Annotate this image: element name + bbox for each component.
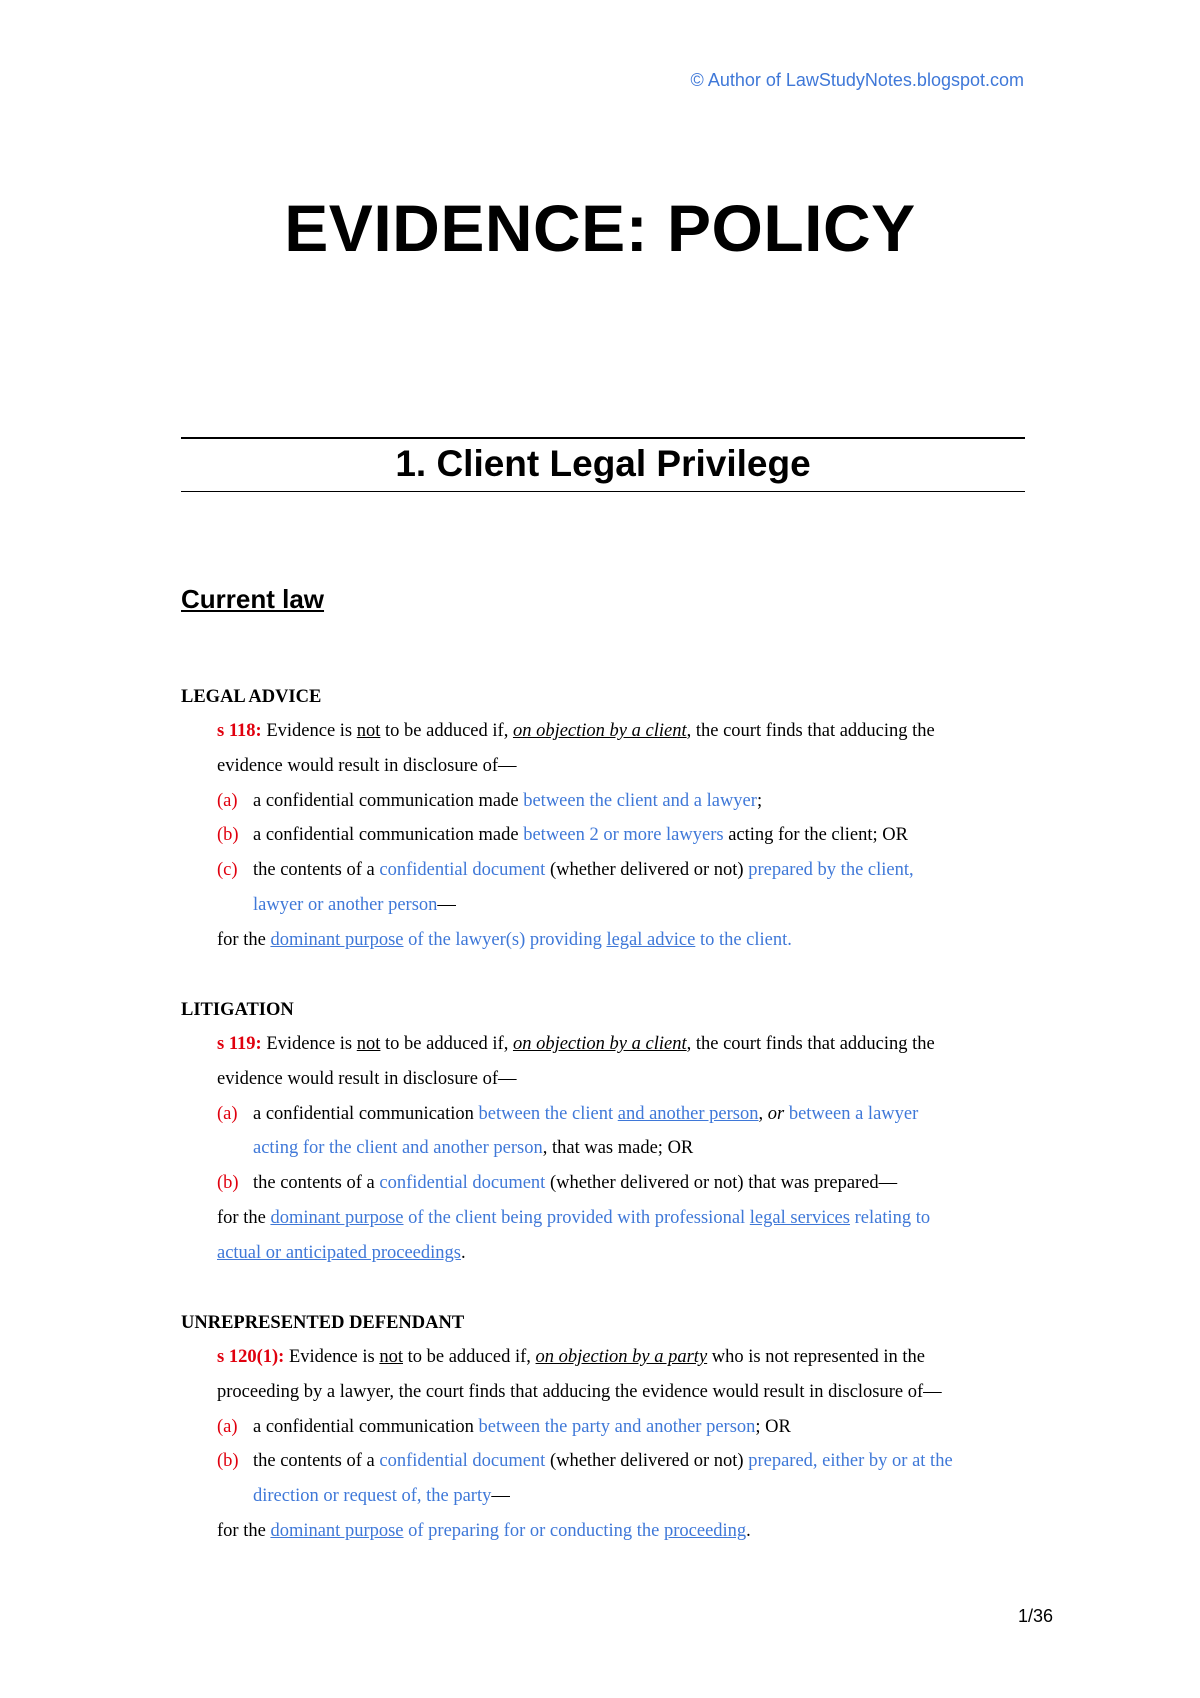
unrepresented-heading: UNREPRESENTED DEFENDANT xyxy=(181,1313,465,1333)
section-rule-bottom xyxy=(181,491,1025,492)
s118-intro-cont: evidence would result in disclosure of— xyxy=(217,755,517,776)
s120-item-b: (b) the contents of a confidential document (whether delivered or not) prepared, either by or at the xyxy=(217,1451,953,1472)
s118-item-b: (b) a confidential communication made between 2 or more lawyers acting for the client; OR xyxy=(217,825,908,846)
section-rule-top xyxy=(181,437,1025,439)
s118-item-a: (a) a confidential communication made between the client and a lawyer; xyxy=(217,790,763,811)
s118-item-c-cont: lawyer or another person— xyxy=(253,894,456,915)
legal-advice-heading: LEGAL ADVICE xyxy=(181,687,322,707)
litigation-heading: LITIGATION xyxy=(181,1000,294,1020)
unrepresented-defendant-block xyxy=(181,1306,1031,1549)
document-title: EVIDENCE: POLICY xyxy=(284,191,916,265)
s120-purpose: for the dominant purpose of preparing for or conducting the proceeding. xyxy=(217,1520,751,1541)
s119-item-a-cont: acting for the client and another person, that was made; OR xyxy=(253,1138,694,1159)
copyright-notice: © Author of LawStudyNotes.blogspot.com xyxy=(690,70,1024,90)
s120-item-b-cont: direction or request of, the party— xyxy=(253,1486,510,1507)
s120-item-a: (a) a confidential communication between the party and another person; OR xyxy=(217,1416,791,1437)
s119-purpose: for the dominant purpose of the client being provided with professional legal services relating to xyxy=(217,1207,931,1228)
s120-intro: s 120(1): Evidence is not to be adduced if, on objection by a party who is not represented in the xyxy=(217,1347,925,1367)
s119-intro-cont: evidence would result in disclosure of— xyxy=(217,1068,517,1089)
litigation-block xyxy=(181,993,1031,1271)
s119-purpose-cont: actual or anticipated proceedings. xyxy=(217,1242,466,1263)
section-title: 1. Client Legal Privilege xyxy=(395,443,811,484)
s120-intro-cont: proceeding by a lawyer, the court finds that adducing the evidence would result in disclosure of— xyxy=(217,1381,942,1402)
subheading-current-law: Current law xyxy=(181,584,325,614)
page-number: 1/36 xyxy=(1018,1606,1054,1626)
s118-item-c: (c) the contents of a confidential document (whether delivered or not) prepared by the client, xyxy=(217,860,914,881)
legal-advice-block xyxy=(181,680,1031,958)
s119-item-a: (a) a confidential communication between the client and another person, or between a lawyer xyxy=(217,1103,919,1124)
s119-item-b: (b) the contents of a confidential document (whether delivered or not) that was prepared— xyxy=(217,1173,898,1194)
s118-intro: s 118: Evidence is not to be adduced if, on objection by a client, the court finds that adducing the xyxy=(217,721,935,741)
s118-purpose: for the dominant purpose of the lawyer(s) providing legal advice to the client. xyxy=(217,929,792,950)
s119-intro: s 119: Evidence is not to be adduced if, on objection by a client, the court finds that adducing the xyxy=(217,1034,935,1054)
